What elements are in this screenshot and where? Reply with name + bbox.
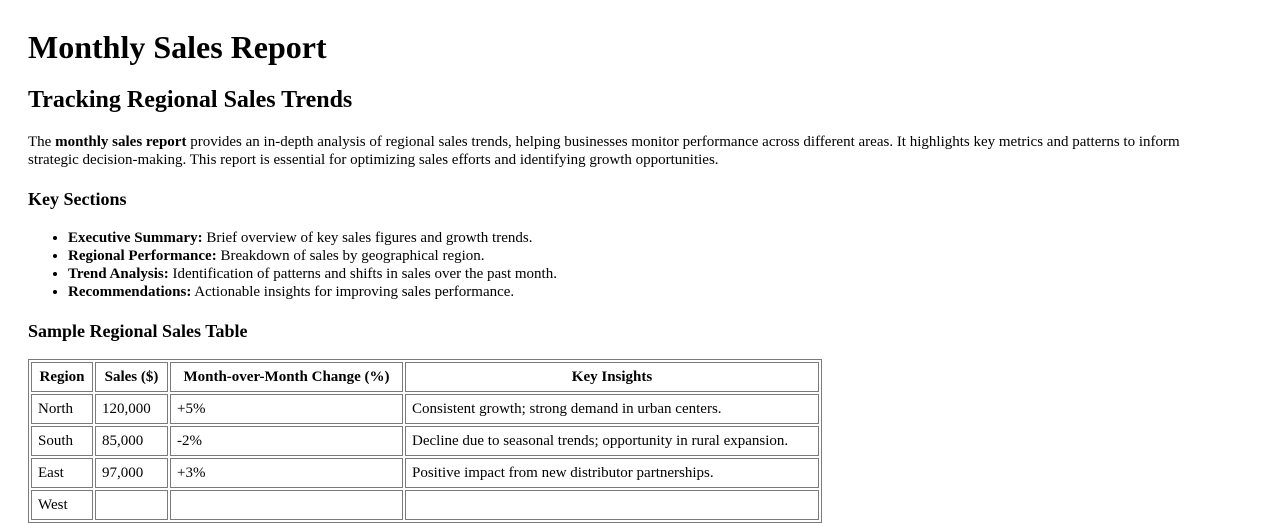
sales-table-heading: Sample Regional Sales Table xyxy=(28,321,248,341)
cell-insights: Consistent growth; strong demand in urban centers. xyxy=(405,394,819,424)
list-item-label: Recommendations: xyxy=(68,284,192,300)
cell-sales xyxy=(95,490,168,520)
intro-text-rest: provides an in-depth analysis of regional sales trends, helping businesses monitor performance across different areas. It highlights key metrics and patterns to inform strategic decision-making. This report is essential for optimizing sales efforts and identifying growth opportunities. xyxy=(28,134,1180,168)
table-row xyxy=(31,458,819,488)
cell-insights: Decline due to seasonal trends; opportunity in rural expansion. xyxy=(405,426,819,456)
cell-region: East xyxy=(31,458,93,488)
cell-sales: 97,000 xyxy=(95,458,168,488)
list-item-label: Executive Summary: xyxy=(68,230,203,246)
table-row xyxy=(31,394,819,424)
page-title: Monthly Sales Report xyxy=(28,29,327,65)
cell-change: +5% xyxy=(170,394,403,424)
cell-insights: Positive impact from new distributor partnerships. xyxy=(405,458,819,488)
page-subtitle: Tracking Regional Sales Trends xyxy=(28,87,353,113)
column-header-sales: Sales ($) xyxy=(95,362,168,392)
column-header-region: Region xyxy=(31,362,93,392)
table-row xyxy=(31,426,819,456)
list-item-text: Identification of patterns and shifts in sales over the past month. xyxy=(168,266,557,282)
column-header-change: Month-over-Month Change (%) xyxy=(170,362,403,392)
list-item-text: Brief overview of key sales figures and growth trends. xyxy=(202,230,533,246)
intro-text-start: The xyxy=(28,134,56,150)
cell-region: West xyxy=(31,490,93,520)
cell-sales: 120,000 xyxy=(95,394,168,424)
cell-change: -2% xyxy=(170,426,403,456)
cell-change: +3% xyxy=(170,458,403,488)
cell-region: South xyxy=(31,426,93,456)
list-item-label: Trend Analysis: xyxy=(68,266,169,282)
cell-insights xyxy=(405,490,819,520)
key-sections-heading: Key Sections xyxy=(28,189,127,209)
intro-bold-term: monthly sales report xyxy=(55,134,187,150)
regional-sales-table xyxy=(28,359,822,523)
cell-sales: 85,000 xyxy=(95,426,168,456)
table-header-row xyxy=(31,362,819,392)
list-item xyxy=(68,283,557,301)
intro-paragraph xyxy=(28,133,1218,169)
key-sections-list xyxy=(28,229,557,301)
list-item-text: Breakdown of sales by geographical region. xyxy=(216,248,485,264)
list-item-text: Actionable insights for improving sales performance. xyxy=(191,284,515,300)
list-item xyxy=(68,229,557,247)
list-item xyxy=(68,247,557,265)
column-header-insights: Key Insights xyxy=(405,362,819,392)
cell-region: North xyxy=(31,394,93,424)
list-item xyxy=(68,265,557,283)
table-row xyxy=(31,490,819,520)
cell-change xyxy=(170,490,403,520)
list-item-label: Regional Performance: xyxy=(68,248,217,264)
